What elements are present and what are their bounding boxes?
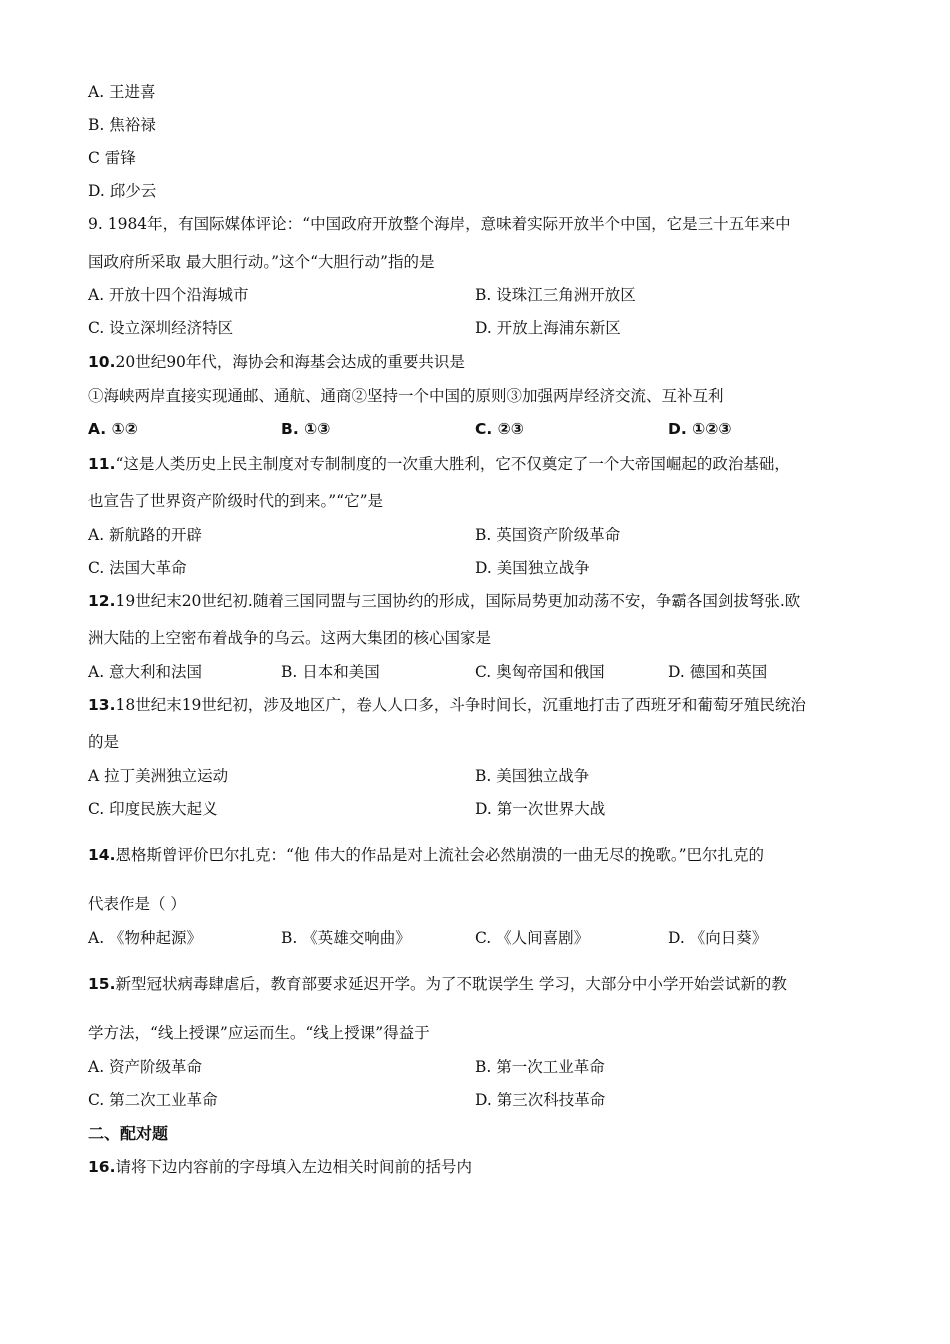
- q11-option-c: C. 法国大革命: [88, 559, 187, 577]
- q13-stem-text: 18世纪末19世纪初，涉及地区广，卷人人口多，斗争时间长，沉重地打击了西班牙和葡萄牙殖民统治: [115, 696, 806, 714]
- q15-stem-line2: 学方法，“线上授课”应运而生。“线上授课”得益于: [88, 1024, 430, 1042]
- q13-option-c: C. 印度民族大起义: [88, 800, 218, 818]
- q14-stem-text: 恩格斯曾评价巴尔扎克：“他 伟大的作品是对上流社会必然崩溃的一曲无尽的挽歌。”巴尔扎克的: [115, 846, 764, 864]
- q12-number: 12.: [88, 592, 116, 610]
- q10-option-a: A. ①②: [88, 420, 138, 438]
- q10-option-c: C. ②③: [475, 420, 524, 438]
- q9-stem-line1: 9. 1984年，有国际媒体评论：“中国政府开放整个海岸，意味着实际开放半个中国，它是三十五年来中: [88, 215, 791, 233]
- q15-option-b: B. 第一次工业革命: [475, 1058, 605, 1076]
- q15-option-c: C. 第二次工业革命: [88, 1091, 218, 1109]
- q16-number: 16.: [88, 1158, 116, 1176]
- q14-number: 14.: [88, 846, 116, 864]
- q15-number: 15.: [88, 975, 116, 993]
- q12-option-c: C. 奥匈帝国和俄国: [475, 663, 605, 681]
- q12-option-d: D. 德国和英国: [668, 663, 768, 681]
- q13-option-d: D. 第一次世界大战: [475, 800, 606, 818]
- q12-option-a: A. 意大利和法国: [88, 663, 203, 681]
- q12-stem-line2: 洲大陆的上空密布着战争的乌云。这两大集团的核心国家是: [88, 629, 492, 647]
- q11-option-d: D. 美国独立战争: [475, 559, 590, 577]
- section-heading: 二、配对题: [88, 1124, 169, 1143]
- q11-option-b: B. 英国资产阶级革命: [475, 526, 621, 544]
- q13-stem-line2: 的是: [88, 733, 120, 751]
- q14-stem-line1: [88, 845, 764, 865]
- q10-option-d: D. ①②③: [668, 420, 732, 438]
- q8-option-c: C 雷锋: [88, 149, 136, 167]
- q16-stem-text: 请将下边内容前的字母填入左边相关时间前的括号内: [115, 1158, 472, 1176]
- q10-stem-text: 20世纪90年代，海协会和海基会达成的重要共识是: [115, 353, 465, 371]
- q13-number: 13.: [88, 696, 116, 714]
- q10-stem-line2: ①海峡两岸直接实现通邮、通航、通商②坚持一个中国的原则③加强两岸经济交流、互补互利: [88, 387, 724, 405]
- q13-option-b: B. 美国独立战争: [475, 767, 590, 785]
- q12-stem-line1: [88, 591, 800, 611]
- q12-stem-text: 19世纪末20世纪初.随着三国同盟与三国协约的形成，国际局势更加动荡不安，争霸各国剑拔弩张.欧: [115, 592, 801, 610]
- q11-stem-line2: 也宣告了世界资产阶级时代的到来。”“它”是: [88, 492, 384, 510]
- q15-option-a: A. 资产阶级革命: [88, 1058, 203, 1076]
- q14-option-c: C. 《人间喜剧》: [475, 929, 590, 947]
- q9-option-a: A. 开放十四个沿海城市: [88, 286, 249, 304]
- q9-stem-line2: 国政府所采取 最大胆行动。”这个“大胆行动”指的是: [88, 253, 435, 271]
- q9-option-d: D. 开放上海浦东新区: [475, 319, 621, 337]
- q10-stem-line1: [88, 352, 465, 372]
- q8-option-b: B. 焦裕禄: [88, 116, 156, 134]
- q14-option-b: B. 《英雄交响曲》: [281, 929, 411, 947]
- q10-option-b: B. ①③: [281, 420, 331, 438]
- q8-option-a: A. 王进喜: [88, 83, 156, 101]
- q14-stem-line2: 代表作是（ ）: [88, 895, 186, 913]
- q16-stem-line1: [88, 1157, 472, 1177]
- q11-option-a: A. 新航路的开辟: [88, 526, 203, 544]
- q11-stem-text: “这是人类历史上民主制度对专制制度的一次重大胜利，它不仅奠定了一个大帝国崛起的政治基础，: [115, 455, 790, 473]
- q13-option-a: A 拉丁美洲独立运动: [88, 767, 229, 785]
- q9-option-c: C. 设立深圳经济特区: [88, 319, 234, 337]
- q13-stem-line1: [88, 695, 806, 715]
- q8-option-d: D. 邱少云: [88, 182, 157, 200]
- q14-option-a: A. 《物种起源》: [88, 929, 203, 947]
- q14-option-d: D. 《向日葵》: [668, 929, 768, 947]
- q15-stem-text: 新型冠状病毒肆虐后，教育部要求延迟开学。为了不耽误学生 学习，大部分中小学开始尝试新的教: [115, 975, 787, 993]
- q15-option-d: D. 第三次科技革命: [475, 1091, 606, 1109]
- q9-option-b: B. 设珠江三角洲开放区: [475, 286, 636, 304]
- q10-number: 10.: [88, 353, 116, 371]
- q11-number: 11.: [88, 455, 116, 473]
- q15-stem-line1: [88, 974, 787, 994]
- q11-stem-line1: [88, 454, 790, 474]
- q12-option-b: B. 日本和美国: [281, 663, 380, 681]
